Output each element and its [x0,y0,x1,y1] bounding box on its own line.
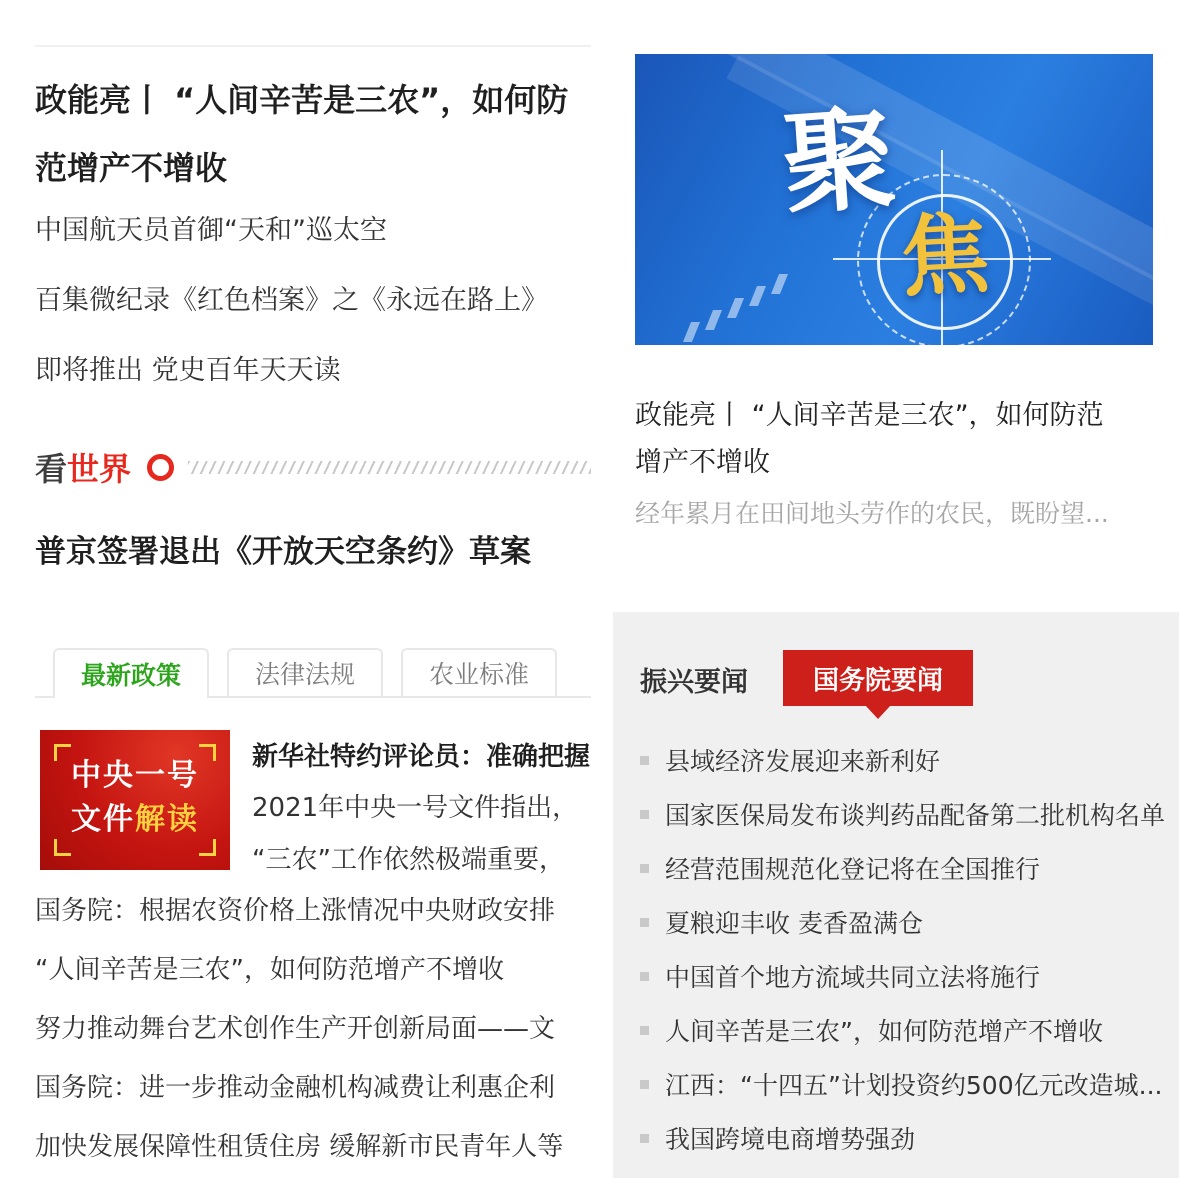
news-link[interactable]: 即将推出 党史百年天天读 [35,355,341,386]
news-link[interactable]: 努力推动舞台艺术创作生产开创新局面——文 [35,1014,556,1044]
bullet-square-icon [640,864,649,873]
dash-decoration [771,274,788,294]
tab-agriculture-standards[interactable]: 农业标准 [401,648,557,696]
news-link-label: 江西：“十四五”计划投资约500亿元改造城... [665,1071,1163,1100]
feature-image-line2: 文件解读 [71,802,199,837]
news-link[interactable] [613,841,1179,895]
top-divider [35,45,591,47]
news-link[interactable]: 中国航天员首御“天和”巡太空 [35,215,387,246]
feature-article-title[interactable]: 新华社特约评论员：准确把握 [252,742,590,772]
news-link[interactable]: 国务院：根据农资价格上涨情况中央财政安排 [35,896,556,926]
hatch-divider [188,461,591,474]
news-link[interactable]: 百集微纪录《红色档案》之《永远在路上》 [35,285,548,316]
bullet-square-icon [640,1026,649,1035]
news-link[interactable]: “人间辛苦是三农”，如何防范增产不增收 [35,955,504,985]
dash-decoration [727,298,744,318]
bullet-square-icon [640,918,649,927]
feature-article-excerpt [252,782,590,886]
lead-story-list [35,196,591,406]
news-link-label: 人间辛苦是三农”，如何防范增产不增收 [665,1017,1103,1046]
news-link-label: 经营范围规范化登记将在全国推行 [665,855,1041,884]
dash-decoration [683,322,700,342]
focus-story-summary: 经年累月在田间地头劳作的农民，既盼望... [635,499,1109,528]
lead-story-headline[interactable] [35,66,591,202]
news-link[interactable] [613,733,1179,787]
news-link-label: 中国首个地方流域共同立法将施行 [665,963,1041,992]
world-section-header [35,448,591,486]
red-ring-icon [147,454,174,481]
world-news-headline[interactable]: 普京签署退出《开放天空条约》草案 [35,534,531,570]
focus-headline-line1: 政能亮丨 “人间辛苦是三农”，如何防范 [635,400,1104,431]
tab-laws-regulations[interactable]: 法律法规 [227,648,383,696]
tab-state-council-news[interactable]: 国务院要闻 [783,650,973,706]
news-link-label: 夏粮迎丰收 麦香盈满仓 [665,909,923,938]
tab-revitalization-news[interactable]: 振兴要闻 [640,667,748,698]
excerpt-line1: 2021年中央一号文件指出， [252,793,579,823]
news-link[interactable] [613,949,1179,1003]
news-link[interactable]: 加快发展保障性租赁住房 缓解新市民青年人等 [35,1132,564,1162]
gov-news-list [613,733,1179,1165]
focus-char-gold: 焦 [898,201,992,310]
dash-decoration [705,310,722,330]
feature-image-line1: 中央一号 [71,758,199,793]
gov-news-panel [613,612,1179,1178]
focus-story-image[interactable] [635,54,1153,345]
excerpt-line2: “三农”工作依然极端重要， [252,845,565,875]
world-title-red: 世界 [67,450,132,488]
focus-headline-line2: 增产不增收 [635,447,770,478]
policy-news-list [35,882,591,1177]
lead-headline-line2: 范增产不增收 [35,149,228,187]
bullet-square-icon [640,1080,649,1089]
news-link[interactable] [613,1003,1179,1057]
bullet-square-icon [640,810,649,819]
news-link[interactable]: 国务院：进一步推动金融机构减费让利惠企利 [35,1073,556,1103]
news-link-label: 我国跨境电商增势强劲 [665,1125,916,1154]
dash-decoration [749,286,766,306]
bullet-square-icon [640,756,649,765]
feature-thumbnail[interactable] [40,730,230,870]
news-link[interactable] [613,1111,1179,1165]
lead-headline-line1: 政能亮丨 “人间辛苦是三农”，如何防 [35,81,569,119]
news-link-label: 国家医保局发布谈判药品配备第二批机构名单 [665,801,1166,830]
bullet-square-icon [640,972,649,981]
bullet-square-icon [640,1134,649,1143]
tab-latest-policy[interactable]: 最新政策 [53,648,209,698]
news-link-label: 县域经济发展迎来新利好 [665,747,941,776]
world-title-black: 看 [35,450,68,488]
focus-char-white: 聚 [778,93,900,231]
news-link[interactable] [613,787,1179,841]
news-link[interactable] [613,895,1179,949]
feature-image-text [40,754,230,842]
policy-tabbar [35,648,591,698]
news-link[interactable] [613,1057,1179,1111]
focus-story-headline[interactable] [635,392,1157,486]
